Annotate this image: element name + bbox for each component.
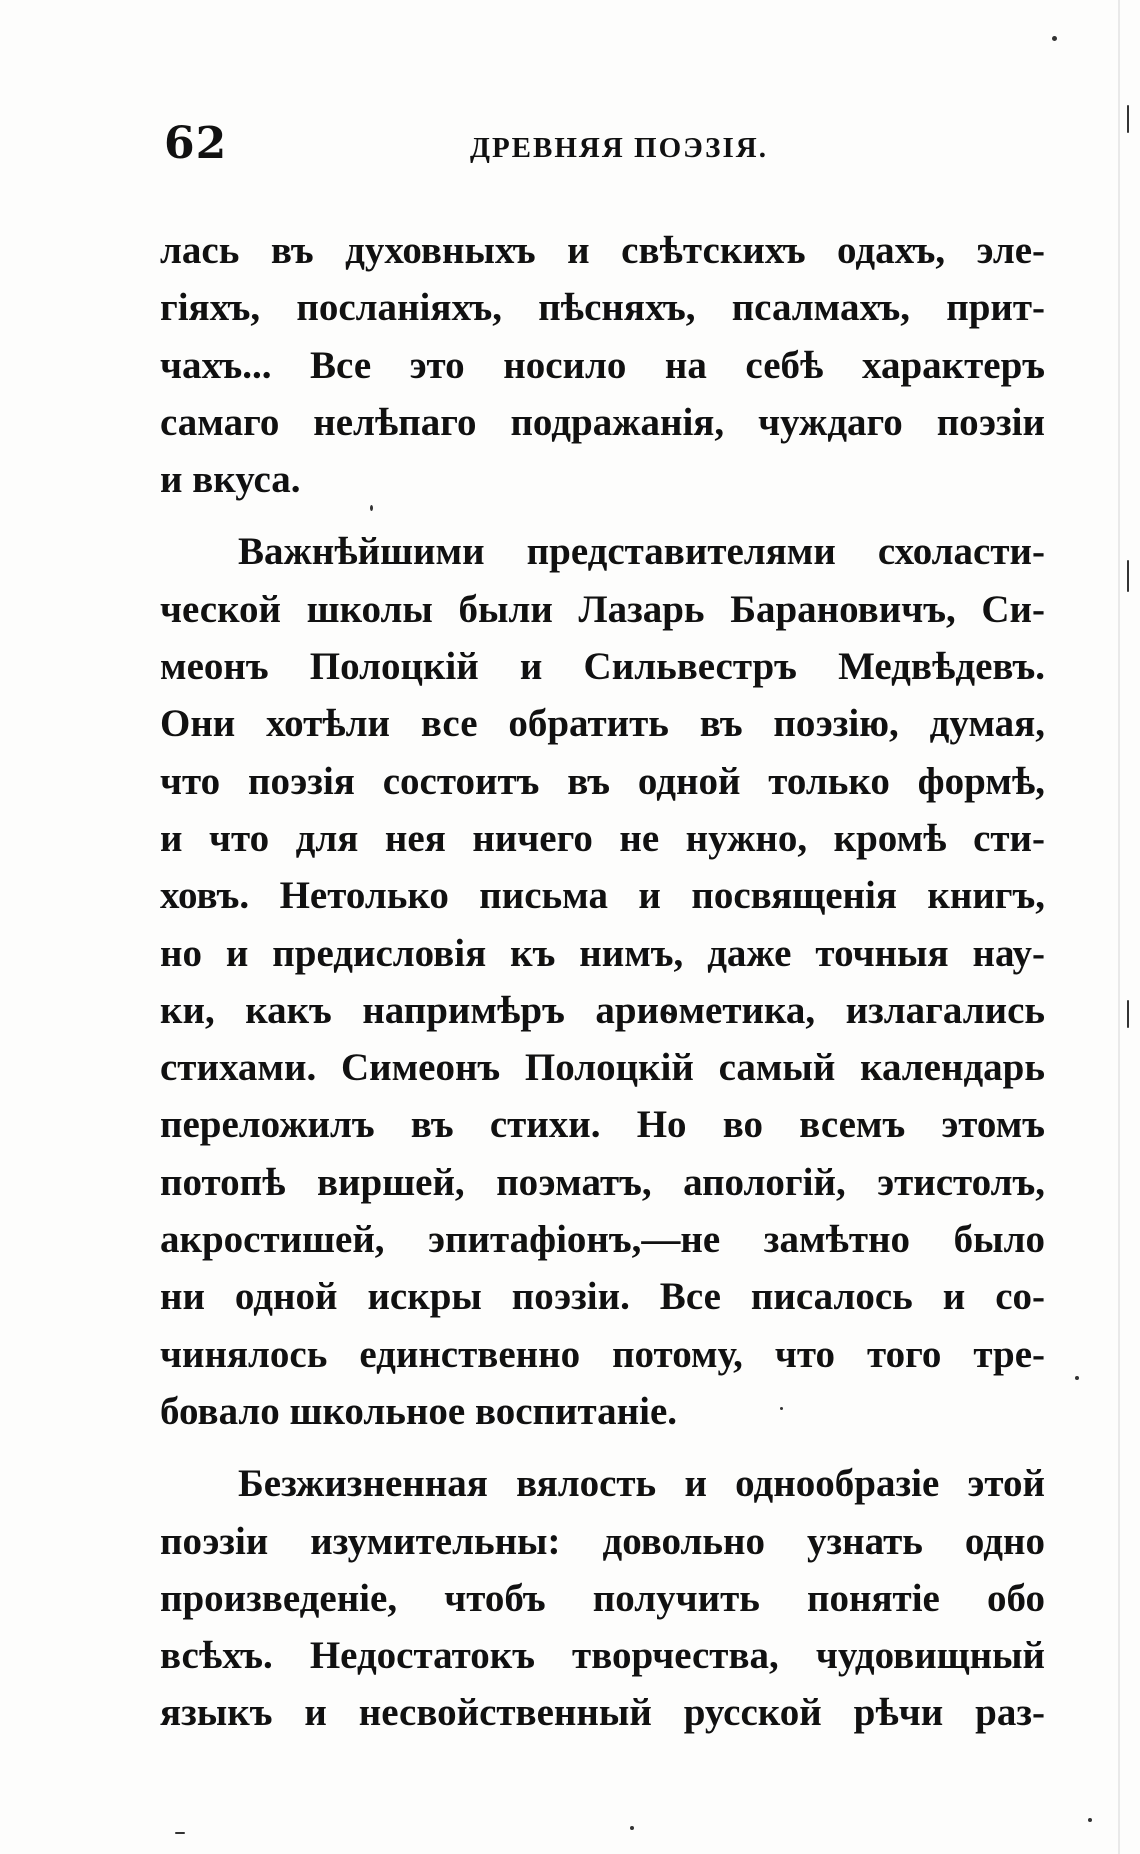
scan-speck [630, 1826, 634, 1830]
text-line: произведеніе, чтобъ получить понятіе обо [160, 1576, 1045, 1620]
text-line: переложилъ въ стихи. Но во всемъ этомъ [160, 1103, 1045, 1147]
text-line: но и предисловія къ нимъ, даже точныя нау- [160, 931, 1045, 975]
page-header [160, 118, 1045, 178]
scan-speck [175, 1832, 185, 1834]
text-line: всѣхъ. Недостатокъ творчества, чудовищный [160, 1634, 1045, 1678]
text-line: акростишей, эпитафіонъ,—не замѣтно было [160, 1218, 1045, 1262]
text-line: и что для нея ничего не нужно, кромѣ сти- [160, 816, 1045, 860]
text-line: гіяхъ, посланіяхъ, пѣсняхъ, псалмахъ, прит- [160, 286, 1045, 330]
paragraph [160, 222, 1045, 508]
text-line: бовало школьное воспитаніе. [160, 1389, 677, 1433]
text-line: лась въ духовныхъ и свѣтскихъ одахъ, эле- [160, 229, 1045, 272]
text-line: чинялось единственно потому, что того тре- [160, 1332, 1045, 1376]
text-line: ховъ. Нетолько письма и посвященія книгъ, [160, 874, 1045, 918]
scan-speck [1127, 560, 1129, 592]
paragraph [160, 1455, 1045, 1741]
text-line: Они хотѣли все обратить въ поэзію, думая, [160, 702, 1045, 746]
text-line: и вкуса. [160, 458, 301, 502]
scan-speck [370, 505, 373, 511]
text-line: чахъ... Все это носило на себѣ характеръ [160, 343, 1045, 387]
scan-speck [1127, 1000, 1129, 1028]
text-line: самаго нелѣпаго подражанія, чуждаго поэзіи [160, 400, 1045, 444]
text-line: Безжизненная вялость и однообразіе этой [238, 1462, 1045, 1506]
paragraph-gap [160, 1440, 1045, 1455]
scan-speck [1075, 1376, 1079, 1380]
page-number: 62 [164, 118, 228, 169]
text-line: поэзіи изумительны: довольно узнать одно [160, 1519, 1045, 1563]
text-line: потопѣ виршей, поэматъ, апологій, этистолъ, [160, 1160, 1045, 1204]
page-edge [1118, 0, 1120, 1854]
text-body [160, 222, 1045, 1742]
text-line: ни одной искры поэзіи. Все писалось и со- [160, 1275, 1045, 1319]
text-line: языкъ и несвойственный русской рѣчи раз- [160, 1691, 1045, 1735]
paragraph [160, 523, 1045, 1440]
text-line: меонъ Полоцкій и Сильвестръ Медвѣдевъ. [160, 645, 1045, 689]
text-line: стихами. Симеонъ Полоцкій самый календарь [160, 1046, 1045, 1090]
text-line: что поэзія состоитъ въ одной только формѣ, [160, 759, 1045, 803]
text-line: ки, какъ напримѣръ ариѳметика, излагались [160, 988, 1045, 1032]
text-line: ческой школы были Лазарь Барановичъ, Си- [160, 587, 1045, 631]
paragraph-gap [160, 508, 1045, 523]
running-head: ДРЕВНЯЯ ПОЭЗІЯ. [470, 132, 768, 164]
scan-speck [1088, 1818, 1092, 1822]
scan-speck [780, 1407, 783, 1410]
text-line: Важнѣйшими представителями схоласти- [238, 530, 1045, 574]
scan-speck [1052, 36, 1057, 41]
scan-speck [1127, 105, 1129, 133]
